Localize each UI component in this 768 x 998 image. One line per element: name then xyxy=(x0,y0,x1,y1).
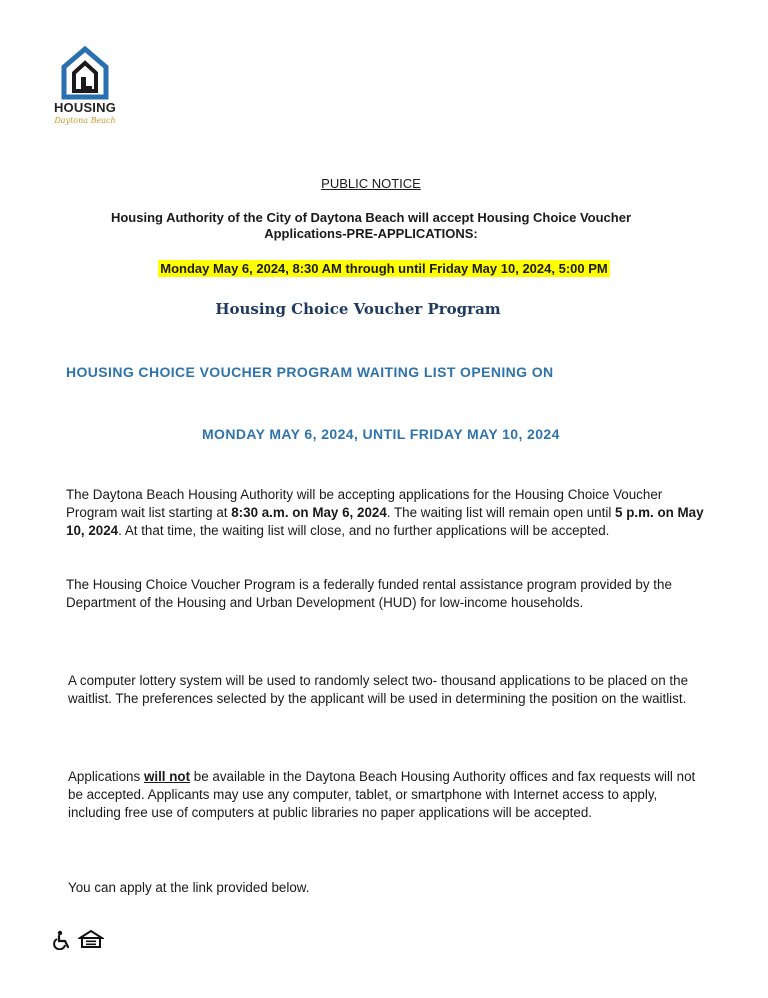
paragraph-applications xyxy=(68,768,708,822)
house-logo-icon xyxy=(60,45,110,101)
subhead-line1: Housing Authority of the City of Daytona Beach will accept Housing Choice Voucher xyxy=(110,210,632,225)
para4-text2: be available in the Daytona Beach Housing Authority offices and fax requests will not be accepted. Applicants may use any computer, tablet, or smartphone with Internet access to apply, including free use of computers at public libraries no paper applications will be accepted. xyxy=(68,769,696,820)
footer-icons xyxy=(52,930,112,950)
para1-end-time: 5 p.m. on May 10, 2024 xyxy=(66,505,704,538)
paragraph-lottery: A computer lottery system will be used to randomly select two- thousand applications to be placed on the waitlist. The preferences selected by the applicant will be used in determining the position on the waitlist. xyxy=(68,673,689,706)
para1-text2: . The waiting list will remain open until xyxy=(386,505,616,520)
program-title: Housing Choice Voucher Program xyxy=(215,300,501,318)
banner-line2: MONDAY MAY 6, 2024, UNTIL FRIDAY MAY 10, 2024 xyxy=(202,426,560,442)
subhead xyxy=(60,210,682,242)
accessibility-icon xyxy=(52,930,74,950)
paragraph-schedule xyxy=(66,486,706,540)
para1-start-time: 8:30 a.m. on May 6, 2024 xyxy=(231,505,387,520)
logo-wordmark: HOUSING xyxy=(53,100,117,115)
public-notice-title: PUBLIC NOTICE xyxy=(321,176,421,191)
para4-will-not: will not xyxy=(143,769,191,784)
paragraph-program: The Housing Choice Voucher Program is a federally funded rental assistance program provided by the Department of the Housing and Urban Development (HUD) for low-income households. xyxy=(66,577,672,610)
housing-logo xyxy=(50,45,124,130)
para1-text3: . At that time, the waiting list will close, and no further applications will be accepted. xyxy=(118,523,610,538)
dates-highlight xyxy=(0,261,768,276)
dates-highlight-text: Monday May 6, 2024, 8:30 AM through until Friday May 10, 2024, 5:00 PM xyxy=(160,261,608,276)
paragraph-apply-link: You can apply at the link provided below. xyxy=(68,880,310,895)
para1-text1: The Daytona Beach Housing Authority will be accepting applications for the Housing Choice Voucher Program wait list starting at xyxy=(66,487,663,520)
banner-line1: HOUSING CHOICE VOUCHER PROGRAM WAITING LIST OPENING ON xyxy=(66,364,554,380)
logo-script: Daytona Beach xyxy=(54,116,116,125)
equal-housing-icon xyxy=(78,930,104,950)
subhead-line2: Applications-PRE-APPLICATIONS: xyxy=(264,226,478,241)
para4-text1: Applications xyxy=(68,769,144,784)
